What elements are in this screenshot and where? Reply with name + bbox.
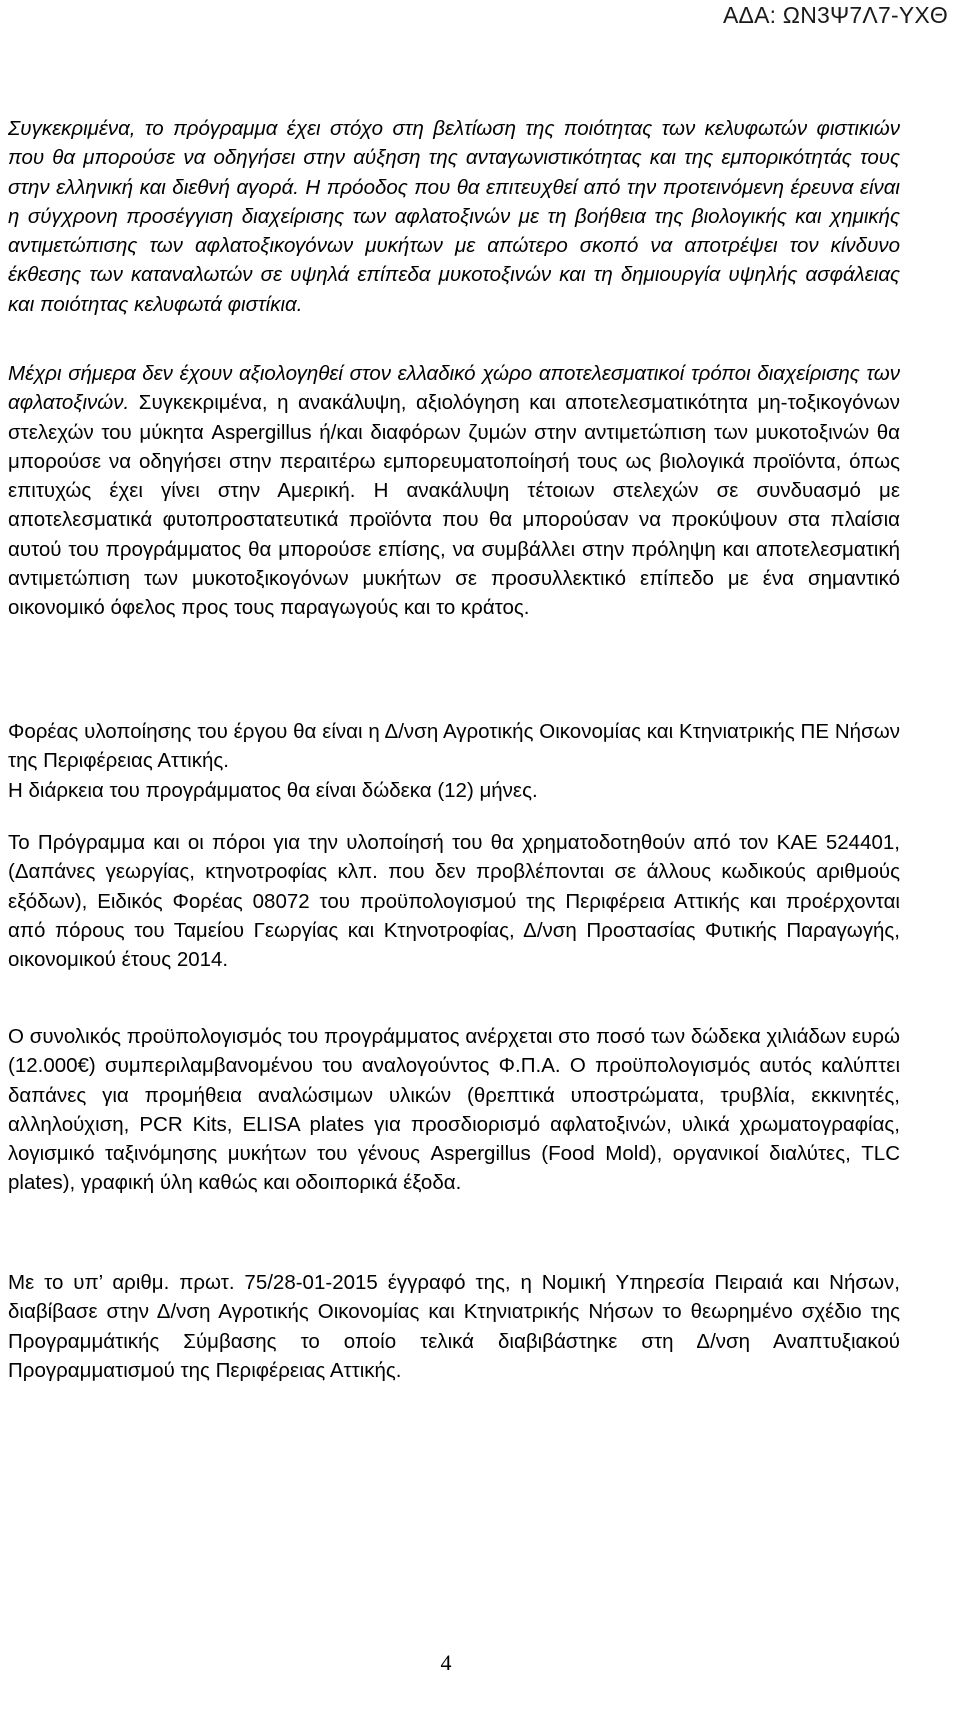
text-run: Η διάρκεια του προγράμματος θα είναι δώδεκα (12) μήνες. (8, 778, 538, 802)
paragraph-program-goal (8, 114, 900, 319)
paragraph-legal-review (8, 1268, 900, 1385)
paragraph-current-state (8, 359, 900, 623)
paragraph-implementing-body (8, 717, 900, 805)
text-run: ή/και διαφόρων ζυμών στην αντιμετώπιση των μυκοτοξινών θα μπορούσε να οδηγήσει στην περαιτέρω εμπορευματοποίησή τους ως βιολογικά προϊόντα, όπως επιτυχώς έχει γίνει στην Αμερική. Η ανακάλυψη τέτοιων στελεχών σε συνδυασμό με αποτελεσματικά φυτοπροστατευτικά προϊόντα που θα μπορούσαν να προκύψουν στα πλαίσια αυτού του προγράμματος θα μπορούσε επίσης, να συμβάλλει στην πρόληψη και αποτελεσματική αντιμετώπιση των μυκοτοξικογόνων μυκήτων σε προσυλλεκτικό επίπεδο με ένα σημαντικό οικονομικό όφελος προς τους παραγωγούς και το κράτος. (8, 420, 900, 620)
text-run: Το Πρόγραμμα και οι πόροι για την υλοποίησή του θα χρηματοδοτηθούν από τον ΚΑΕ 524401, (Δαπάνες γεωργίας, κτηνοτροφίας κλπ. που δεν προβλέπονται σε άλλους κωδικούς αριθμούς εξόδων), Ειδικός Φορέας 08072 του προϋπολογισμού της Περιφέρεια Αττικής και προέρχονται από πόρους του Ταμείου Γεωργίας και Κτηνοτροφίας, Δ/νση Προστασίας Φυτικής Παραγωγής, οικονομικού έτους 2014. (8, 831, 900, 972)
text-run: Με το υπ’ αριθμ. πρωτ. 75/28-01-2015 έγγραφό της, η Νομική Υπηρεσία Πειραιά και Νήσων, διαβίβασε στην Δ/νση Αγροτικής Οικονομίας και Κτηνιατρικής Νήσων το θεωρημένο σχέδιο της Προγραμμάτικής Σύμβασης το οποίο τελικά διαβιβάστηκε στη Δ/νση Αναπτυξιακού Προγραμματισμού της Περιφέρειας Αττικής. (8, 1271, 900, 1382)
paragraph-budget (8, 1022, 900, 1198)
text-run: Aspergillus (211, 420, 312, 444)
page-number: 4 (440, 1650, 452, 1675)
text-run: Φορέας υλοποίησης του έργου θα είναι η Δ/νση Αγροτικής Οικονομίας και Κτηνιατρικής ΠΕ Νήσων της Περιφέρειας Αττικής. (8, 720, 900, 773)
text-run: Συγκεκριμένα, το πρόγραμμα έχει στόχο στη βελτίωση της ποιότητας των κελυφωτών φιστικιών που θα μπορούσε να οδηγήσει στην αύξηση της ανταγωνιστικότητας και της εμπορικότητάς τους στην ελληνική και διεθνή αγορά. Η πρόοδος που θα επιτευχθεί από την προτεινόμενη έρευνα είναι η σύγχρονη προσέγγιση διαχείρισης των αφλατοξινών με τη βοήθεια της βιολογικής και χημικής αντιμετώπισης των αφλατοξικογόνων μυκήτων με απώτερο σκοπό να αποτρέψει τον κίνδυνο έκθεσης των καταναλωτών σε υψηλά επίπεδα μυκοτοξινών και τη δημιουργία υψηλής ασφάλειας και ποιότητας κελυφωτά φιστίκια. (8, 117, 900, 316)
document-id: ΑΔΑ: ΩΝ3Ψ7Λ7-ΥΧΘ (722, 2, 948, 28)
paragraph-funding (8, 828, 900, 974)
text-run: Ο συνολικός προϋπολογισμός του προγράμματος ανέρχεται στο ποσό των δώδεκα χιλιάδων ευρώ (12.000€) συμπεριλαμβανομένου του αναλογούντος Φ.Π.Α. Ο προϋπολογισμός αυτός καλύπτει δαπάνες για προμήθεια αναλώσιμων υλικών (θρεπτικά υποστρώματα, τρυβλία, εκκινητές, αλληλούχιση, PCR Kits, ELISA plates για προσδιορισμό αφλατοξινών, υλικά χρωματογραφίας, λογισμικό ταξινόμησης μυκήτων του γένους Aspergillus (Food Mold), οργανικοί διαλύτες, TLC plates), γραφική ύλη καθώς και οδοιπορικά έξοδα. (8, 1025, 900, 1195)
text-run: Συγκεκριμένα, η ανακάλυψη, αξιολόγηση και αποτελεσματικότητα μη-τοξικογόνων στελεχών του μύκητα (8, 391, 900, 444)
text-run: Μέχρι σήμερα δεν έχουν αξιολογηθεί στον ελλαδικό χώρο αποτελεσματικοί τρόποι διαχείρισης των αφλατοξινών. (8, 362, 900, 415)
